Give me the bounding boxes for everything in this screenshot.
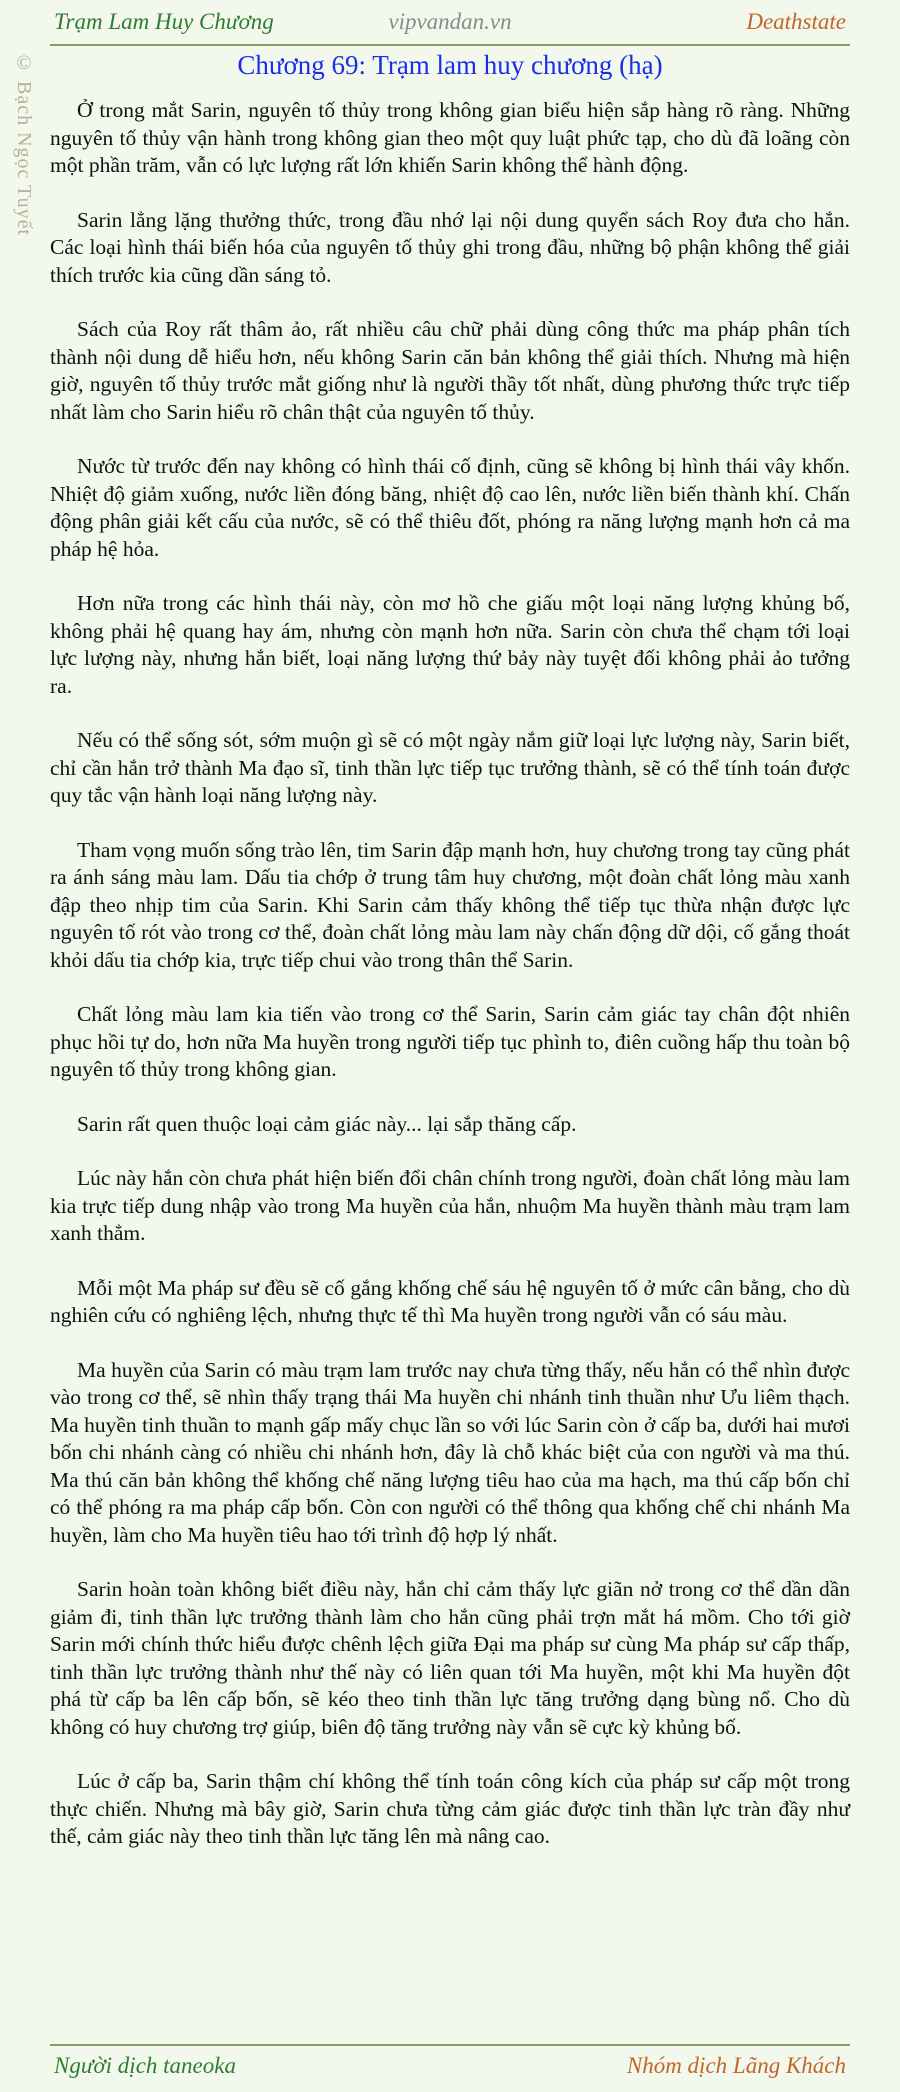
- paragraph: Hơn nữa trong các hình thái này, còn mơ hồ che giấu một loại năng lượng khủng bố, không phải hệ quang hay ám, nhưng còn mạnh hơn nữa. Sarin còn chưa thể chạm tới loại lực lượng này, nhưng hắn biết, loại năng lượng thứ bảy này tuyệt đối không phải ảo tưởng ra.: [50, 591, 850, 698]
- paragraph: Nước từ trước đến nay không có hình thái cố định, cũng sẽ không bị hình thái vây khốn. Nhiệt độ giảm xuống, nước liền đóng băng, nhiệt độ cao lên, nước liền biến thành khí. Chấn động phân giải kết cấu của nước, sẽ có thể thiêu đốt, phóng ra năng lượng mạnh hơn cả ma pháp hệ hỏa.: [50, 454, 850, 561]
- paragraph: Sách của Roy rất thâm ảo, rất nhiều câu chữ phải dùng công thức ma pháp phân tích thành nội dung dễ hiểu hơn, nếu không Sarin căn bản không thể giải thích. Nhưng mà hiện giờ, nguyên tố thủy trước mắt giống như là người thầy tốt nhất, dùng phương thức trực tiếp nhất làm cho Sarin hiểu rõ chân thật của nguyên tố thủy.: [50, 317, 850, 424]
- header-site-name: vipvandan.vn: [388, 9, 512, 34]
- footer-group: Nhóm dịch Lãng Khách: [626, 2053, 846, 2078]
- paragraph: Sarin hoàn toàn không biết điều này, hắn chỉ cảm thấy lực giãn nở trong cơ thể dần dần giảm đi, tinh thần lực trưởng thành làm cho hắn cũng phải trợn mắt há mồm. Cho tới giờ Sarin mới chính thức hiểu được chênh lệch giữa Đại ma pháp sư cùng Ma pháp sư cấp thấp, tinh thần lực trưởng thành như thế này có liên quan tới Ma huyền, một khi Ma huyền đột phá từ cấp ba lên cấp bốn, sẽ kéo theo tinh thần lực tăng trưởng dạng bùng nổ. Cho dù không có huy chương trợ giúp, biên độ tăng trưởng này vẫn sẽ cực kỳ khủng bố.: [50, 1577, 850, 1739]
- chapter-content: [50, 50, 850, 1878]
- page-footer: [50, 2044, 850, 2092]
- paragraph: Chất lỏng màu lam kia tiến vào trong cơ thể Sarin, Sarin cảm giác tay chân đột nhiên phục hồi tự do, hơn nữa Ma huyền trong người tiếp tục phình to, điên cuồng hấp thu toàn bộ nguyên tố thủy trong không gian.: [50, 1002, 850, 1081]
- paragraph: Nếu có thể sống sót, sớm muộn gì sẽ có một ngày nắm giữ loại lực lượng này, Sarin biết, chỉ cần hắn trở thành Ma đạo sĩ, tinh thần lực tiếp tục trưởng thành, sẽ có thể tính toán được quy tắc vận hành loại năng lượng này.: [50, 728, 850, 807]
- paragraph: Mỗi một Ma pháp sư đều sẽ cố gắng khống chế sáu hệ nguyên tố ở mức cân bằng, cho dù nghiên cứu có nghiêng lệch, nhưng thực tế thì Ma huyền trong người vẫn có sáu màu.: [50, 1275, 850, 1327]
- paragraph: Sarin lẳng lặng thưởng thức, trong đầu nhớ lại nội dung quyển sách Roy đưa cho hắn. Các loại hình thái biến hóa của nguyên tố thủy ghi trong đầu, những bộ phận không thể giải thích trước kia cũng dần sáng tỏ.: [50, 207, 850, 287]
- paragraph: Tham vọng muốn sống trào lên, tim Sarin đập mạnh hơn, huy chương trong tay cũng phát ra ánh sáng màu lam. Dấu tia chớp ở trung tâm huy chương, một đoàn chất lỏng màu xanh đập theo nhịp tim của Sarin. Khi Sarin cảm thấy không thể tiếp tục thừa nhận được lực nguyên tố rót vào trong cơ thể, đoàn chất lỏng màu lam này chấn động dữ dội, cố gắng thoát khỏi dấu tia chớp kia, trực tiếp chui vào trong thân thể Sarin.: [50, 837, 850, 972]
- paragraph: Sarin rất quen thuộc loại cảm giác này... lại sắp thăng cấp.: [77, 1111, 577, 1136]
- paragraph: Lúc này hắn còn chưa phát hiện biến đổi chân chính trong người, đoàn chất lỏng màu lam kia trực tiếp dung nhập vào trong Ma huyền của hắn, nhuộm Ma huyền thành màu trạm lam xanh thẳm.: [50, 1166, 850, 1245]
- paragraph: Ma huyền của Sarin có màu trạm lam trước nay chưa từng thấy, nếu hắn có thể nhìn được vào trong cơ thể, sẽ nhìn thấy trạng thái Ma huyền chi nhánh tinh thuần như Ưu liêm thạch. Ma huyền tinh thuần to mạnh gấp mấy chục lần so với lúc Sarin còn ở cấp ba, dưới hai mươi bốn chi nhánh càng có nhiều chi nhánh hơn, đây là chỗ khác biệt của con người và ma thú. Ma thú căn bản không thể khống chế năng lượng tiêu hao của ma hạch, ma thú cấp bốn chỉ có thể phóng ra ma pháp cấp bốn. Còn con người có thể thông qua khống chế chi nhánh Ma huyền, làm cho Ma huyền tiêu hao tới trình độ hợp lý nhất.: [50, 1357, 850, 1547]
- footer-translator: Người dịch taneoka: [54, 2053, 236, 2078]
- page-header: [50, 0, 850, 46]
- header-author: Deathstate: [746, 9, 846, 34]
- paragraph: Ở trong mắt Sarin, nguyên tố thủy trong không gian biểu hiện sắp hàng rõ ràng. Những nguyên tố thủy vận hành trong không gian theo một quy luật phức tạp, cho dù đã loãng còn một phần trăm, vẫn có lực lượng rất lớn khiến Sarin không thể hành động.: [50, 98, 850, 177]
- side-copyright: © Bạch Ngọc Tuyết: [13, 52, 35, 236]
- paragraph: Lúc ở cấp ba, Sarin thậm chí không thể tính toán công kích của pháp sư cấp một trong thực chiến. Nhưng mà bây giờ, Sarin chưa từng cảm giác được tinh thần lực tràn đầy như thế, cảm giác này theo tinh thần lực tăng lên mà nâng cao.: [50, 1769, 850, 1848]
- header-book-title: Trạm Lam Huy Chương: [54, 9, 274, 34]
- chapter-title: Chương 69: Trạm lam huy chương (hạ): [237, 50, 663, 80]
